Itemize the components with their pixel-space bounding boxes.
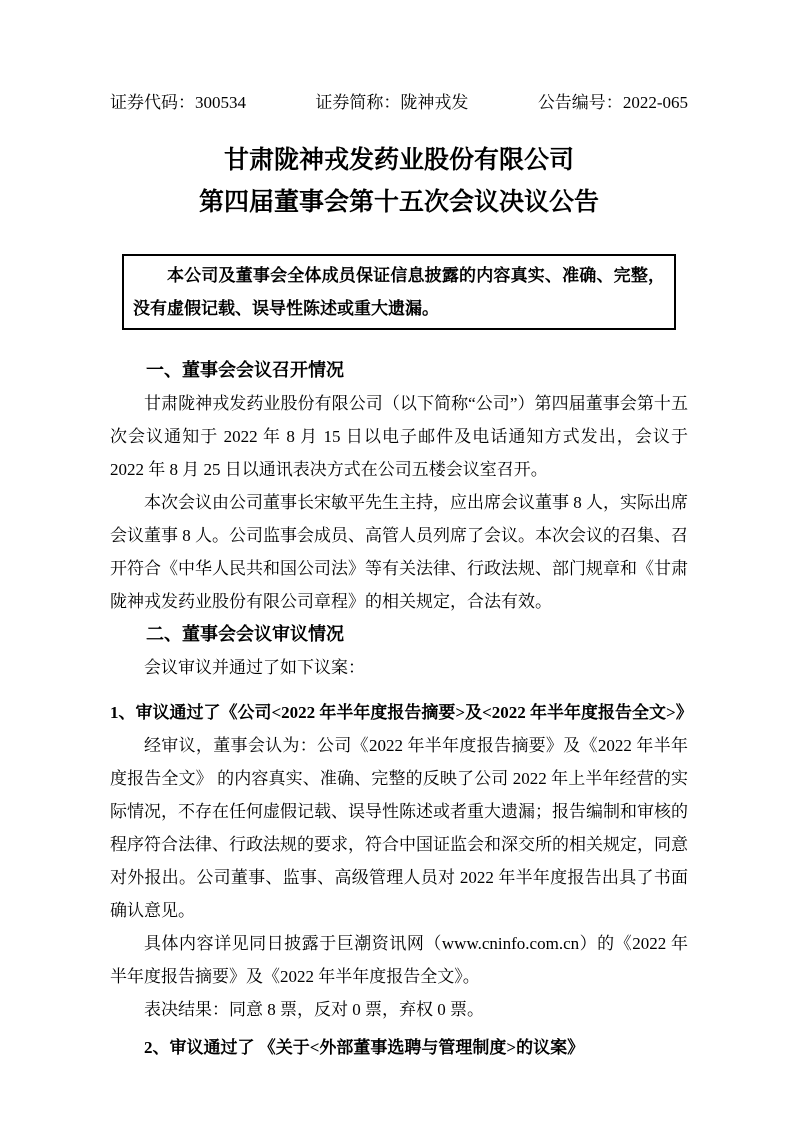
stock-code-value: 300534 — [195, 93, 246, 112]
resolution-item-2-heading: 2、审议通过了 《关于<外部董事选聘与管理制度>的议案》 — [144, 1038, 585, 1057]
announcement-number-value: 2022-065 — [622, 93, 688, 112]
document-header — [110, 92, 688, 114]
section-one-heading: 一、董事会会议召开情况 — [146, 360, 344, 380]
stock-short-name — [315, 92, 468, 114]
stock-short-name-label: 证券简称： — [315, 93, 401, 112]
section-one-paragraph-1: 甘肃陇神戎发药业股份有限公司（以下简称“公司”）第四届董事会第十五次会议通知于 2022 年 8 月 15 日以电子邮件及电话通知方式发出，会议于 2022 年 8 月 25 日以通讯表决方式在公司五楼会议室召开。 — [110, 394, 688, 479]
resolution-announcement-title: 第四届董事会第十五次会议决议公告 — [198, 189, 599, 216]
resolution-item-1-vote-result: 表决结果：同意 8 票，反对 0 票，弃权 0 票。 — [144, 1000, 484, 1019]
announcement-number — [538, 92, 688, 114]
section-one-paragraph-2: 本次会议由公司董事长宋敏平先生主持，应出席会议董事 8 人，实际出席会议董事 8 人。公司监事会成员、高管人员列席了会议。本次会议的召集、召开符合《中华人民共和国公司法》等有关法律、行政法规、部门规章和《甘肃陇神戎发药业股份有限公司章程》的相关规定，合法有效。 — [110, 493, 688, 611]
resolution-item-1-paragraph-2: 具体内容详见同日披露于巨潮资讯网（www.cninfo.com.cn）的《2022 年半年度报告摘要》及《2022 年半年度报告全文》。 — [110, 934, 688, 986]
resolution-item-1-paragraph-1: 经审议，董事会认为：公司《2022 年半年度报告摘要》及《2022 年半年度报告全文》 的内容真实、准确、完整的反映了公司 2022 年上半年经营的实际情况，不存在任何虚假记载、误导性陈述或者重大遗漏；报告编制和审核的程序符合法律、行政法规的要求，符合中国证监会和深交所的相关规定，同意对外报出。公司董事、监事、高级管理人员对 2022 年半年度报告出具了书面确认意见。 — [110, 736, 688, 920]
company-name-title: 甘肃陇神戎发药业股份有限公司 — [223, 147, 574, 174]
resolution-item-1-heading: 1、审议通过了《公司<2022 年半年度报告摘要>及<2022 年半年度报告全文>》 — [110, 703, 693, 722]
stock-code-label: 证券代码： — [110, 93, 195, 112]
section-two-heading: 二、董事会会议审议情况 — [146, 624, 344, 644]
stock-short-name-value: 陇神戎发 — [400, 93, 469, 112]
section-two-intro: 会议审议并通过了如下议案： — [144, 658, 365, 677]
announcement-number-label: 公告编号： — [537, 93, 623, 112]
stock-code — [110, 92, 246, 114]
disclaimer-box — [122, 254, 676, 330]
disclaimer-text: 本公司及董事会全体成员保证信息披露的内容真实、准确、完整，没有虚假记载、误导性陈述或重大遗漏。 — [133, 266, 665, 318]
